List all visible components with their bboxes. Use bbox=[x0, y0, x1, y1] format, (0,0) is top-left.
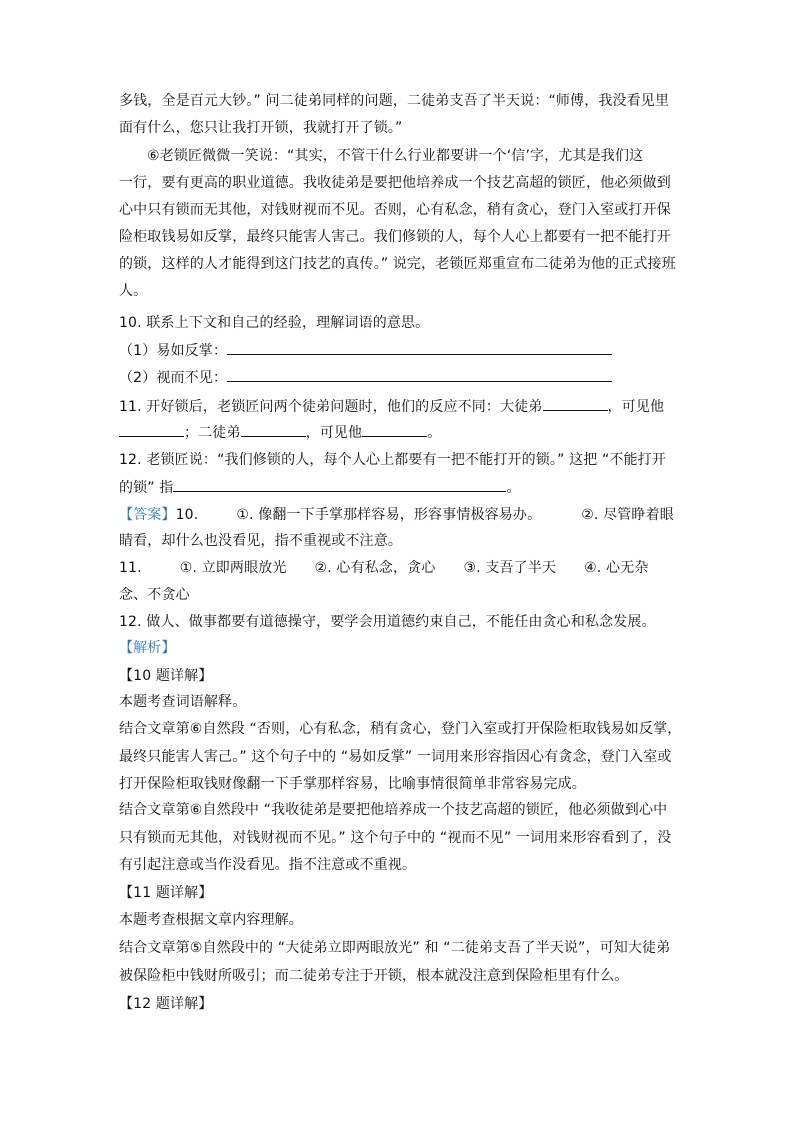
answer-item: ③. 支吾了半天 bbox=[463, 560, 557, 576]
answer-blank[interactable] bbox=[227, 340, 612, 355]
answer-number: 11. bbox=[119, 560, 142, 576]
question-text: 。 bbox=[427, 425, 442, 441]
question-12: 12. 老锁匠说：“我们修锁的人，每个人心上都要有一把不能打开的锁。” 这把 “不能打开 bbox=[119, 452, 666, 468]
answer-number: 10. bbox=[175, 507, 199, 523]
answer-12: 12. 做人、做事都要有道德操守，要学会用道德约束自己，不能任由贪心和私念发展。 bbox=[119, 614, 656, 630]
answer-item: ④. 心无杂 bbox=[584, 560, 649, 576]
answer-11 bbox=[119, 558, 649, 578]
answer-item: ②. 尽管睁着眼 bbox=[581, 507, 674, 523]
answer-tag: 【答案】 bbox=[119, 507, 176, 523]
passage-line: 的锁，这样的人才能得到这门技艺的真传。” 说完，老锁匠郑重宣布二徒弟为他的正式接班 bbox=[119, 256, 676, 272]
analysis-line: 只有锁而无其他，对钱财视而不见。” 这个句子中的 “视而不见” 一词用来形容看到了，没 bbox=[119, 830, 672, 846]
answer-blank[interactable] bbox=[543, 396, 608, 411]
analysis-line: 有引起注意或当作没看见。指不注意或不重视。 bbox=[119, 857, 417, 873]
answer-item: ①. 立即两眼放光 bbox=[179, 560, 287, 576]
question-11-cont bbox=[119, 422, 441, 442]
answer-item: ①. 像翻一下手掌那样容易，形容事情极容易办。 bbox=[236, 507, 542, 523]
question-label: （2）视而不见： bbox=[119, 370, 228, 386]
analysis-heading-12: 【12 题详解】 bbox=[119, 996, 213, 1012]
question-12-cont bbox=[119, 477, 521, 497]
question-text: ，可见他 bbox=[305, 425, 363, 441]
analysis-line: 结合文章第⑥自然段 “否则，心有私念，稍有贪心，登门入室或打开保险柜取钱易如反掌， bbox=[119, 721, 682, 737]
question-text: ；二徒弟 bbox=[184, 425, 241, 441]
passage-line: 一行，要有更高的职业道德。我收徒弟是要把他培养成一个技艺高超的锁匠，他必须做到 bbox=[119, 175, 671, 191]
analysis-line: 结合文章第⑤自然段中的 “大徒弟立即两眼放光” 和 “二徒弟支吾了半天说”，可知大徒弟 bbox=[119, 940, 671, 956]
passage-line: 面有什么，您只让我打开锁，我就打开了锁。” bbox=[119, 120, 403, 136]
passage-line: ⑥老锁匠微微一笑说：“其实，不管干什么行业都要讲一个‘信’字，尤其是我们这 bbox=[147, 148, 644, 164]
analysis-line: 本题考查词语解释。 bbox=[119, 694, 247, 710]
answer-blank[interactable] bbox=[173, 477, 506, 492]
answer-blank[interactable] bbox=[119, 422, 184, 437]
question-10-2 bbox=[119, 367, 612, 387]
answer-blank[interactable] bbox=[241, 422, 306, 437]
analysis-line: 最终只能害人害己。” 这个句子中的 “易如反掌” 一词用来形容指因心有贪念，登门入室或 bbox=[119, 749, 672, 765]
question-text: 的锁” 指 bbox=[119, 480, 174, 496]
question-text: 11. 开好锁后，老锁匠问两个徒弟问题时，他们的反应不同：大徒弟 bbox=[119, 399, 543, 415]
question-label: （1）易如反掌： bbox=[119, 343, 228, 359]
analysis-heading-10: 【10 题详解】 bbox=[119, 668, 213, 684]
analysis-line: 本题考查根据文章内容理解。 bbox=[119, 912, 303, 928]
passage-line: 人。 bbox=[119, 283, 148, 299]
analysis-tag: 【解析】 bbox=[119, 640, 176, 656]
passage-line: 心中只有锁而无其他，对钱财视而不见。否则，心有私念，稍有贪心，登门入室或打开保 bbox=[119, 202, 671, 218]
answer-11-cont: 念、不贪心 bbox=[119, 587, 190, 603]
answer-item: ②. 心有私念，贪心 bbox=[314, 560, 436, 576]
answer-blank[interactable] bbox=[227, 367, 612, 382]
passage-line: 险柜取钱易如反掌，最终只能害人害己。我们修锁的人，每个人心上都要有一把不能打开 bbox=[119, 229, 671, 245]
analysis-line: 结合文章第⑥自然段中 “我收徒弟是要把他培养成一个技艺高超的锁匠，他必须做到心中 bbox=[119, 802, 668, 818]
analysis-line: 被保险柜中钱财所吸引；而二徒弟专注于开锁，根本就没注意到保险柜里有什么。 bbox=[119, 968, 629, 984]
analysis-heading-11: 【11 题详解】 bbox=[119, 885, 213, 901]
analysis-line: 打开保险柜取钱财像翻一下手掌那样容易，比喻事情很简单非常容易完成。 bbox=[119, 776, 586, 792]
answer-10-cont: 睛看，却什么也没看见，指不重视或不注意。 bbox=[119, 533, 402, 549]
question-text: 。 bbox=[506, 480, 521, 496]
answer-blank[interactable] bbox=[362, 422, 427, 437]
answer-10 bbox=[119, 505, 674, 525]
question-text: ，可见他 bbox=[607, 399, 665, 415]
question-11 bbox=[119, 396, 664, 416]
question-10-1 bbox=[119, 340, 612, 360]
question-10: 10. 联系上下文和自己的经验，理解词语的意思。 bbox=[119, 315, 430, 331]
passage-line: 多钱，全是百元大钞。” 问二徒弟同样的问题，二徒弟支吾了半天说：“师傅，我没看见里 bbox=[119, 93, 670, 109]
